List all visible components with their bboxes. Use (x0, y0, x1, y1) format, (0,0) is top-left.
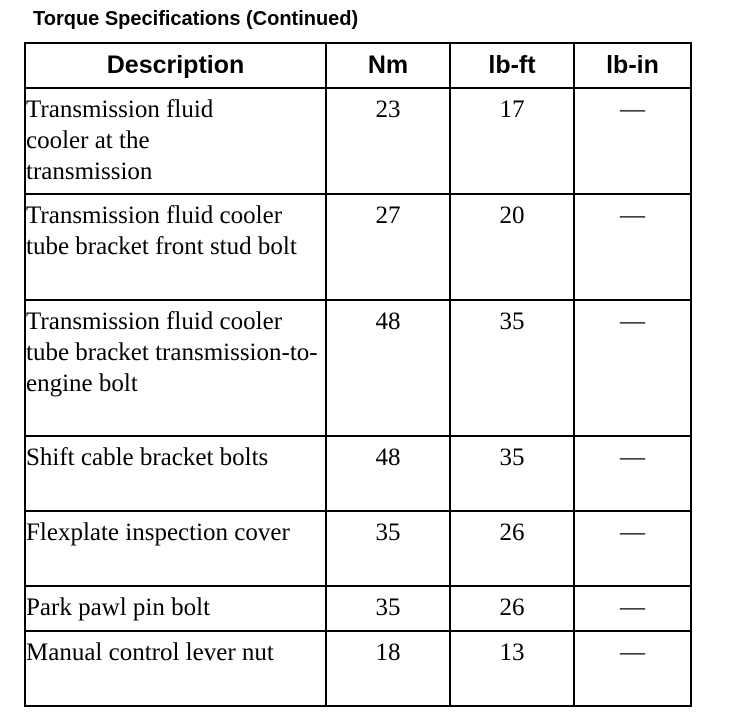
table-header-row (25, 43, 691, 88)
description-cell: Manual control lever nut (25, 631, 326, 706)
column-header-lbft: lb-ft (450, 43, 574, 88)
nm-cell: 18 (326, 631, 450, 706)
column-header-lbin: lb-in (574, 43, 691, 88)
table-row (25, 586, 691, 631)
table-row (25, 300, 691, 436)
table-row (25, 511, 691, 586)
lbin-cell: — (574, 631, 691, 706)
torque-table (24, 42, 692, 707)
lbin-cell: — (574, 88, 691, 194)
lbin-cell: — (574, 511, 691, 586)
lbft-cell: 20 (450, 194, 574, 300)
lbin-cell: — (574, 436, 691, 511)
table-row (25, 194, 691, 300)
nm-cell: 27 (326, 194, 450, 300)
column-header-nm: Nm (326, 43, 450, 88)
lbin-cell: — (574, 300, 691, 436)
description-cell: Park pawl pin bolt (25, 586, 326, 631)
lbft-cell: 13 (450, 631, 574, 706)
description-cell: Flexplate inspection cover (25, 511, 326, 586)
lbft-cell: 35 (450, 436, 574, 511)
nm-cell: 23 (326, 88, 450, 194)
lbft-cell: 35 (450, 300, 574, 436)
table-row (25, 631, 691, 706)
description-cell: Shift cable bracket bolts (25, 436, 326, 511)
nm-cell: 48 (326, 300, 450, 436)
lbin-cell: — (574, 194, 691, 300)
description-cell: Transmission fluid cooler at the transmission (25, 88, 326, 194)
nm-cell: 35 (326, 511, 450, 586)
nm-cell: 35 (326, 586, 450, 631)
page-title: Torque Specifications (Continued) (33, 8, 359, 30)
table-row (25, 88, 691, 194)
lbft-cell: 26 (450, 586, 574, 631)
table-row (25, 436, 691, 511)
description-cell: Transmission fluid cooler tube bracket front stud bolt (25, 194, 326, 300)
description-cell: Transmission fluid cooler tube bracket transmission-to-engine bolt (25, 300, 326, 436)
lbft-cell: 26 (450, 511, 574, 586)
column-header-description: Description (25, 43, 326, 88)
lbin-cell: — (574, 586, 691, 631)
lbft-cell: 17 (450, 88, 574, 194)
nm-cell: 48 (326, 436, 450, 511)
